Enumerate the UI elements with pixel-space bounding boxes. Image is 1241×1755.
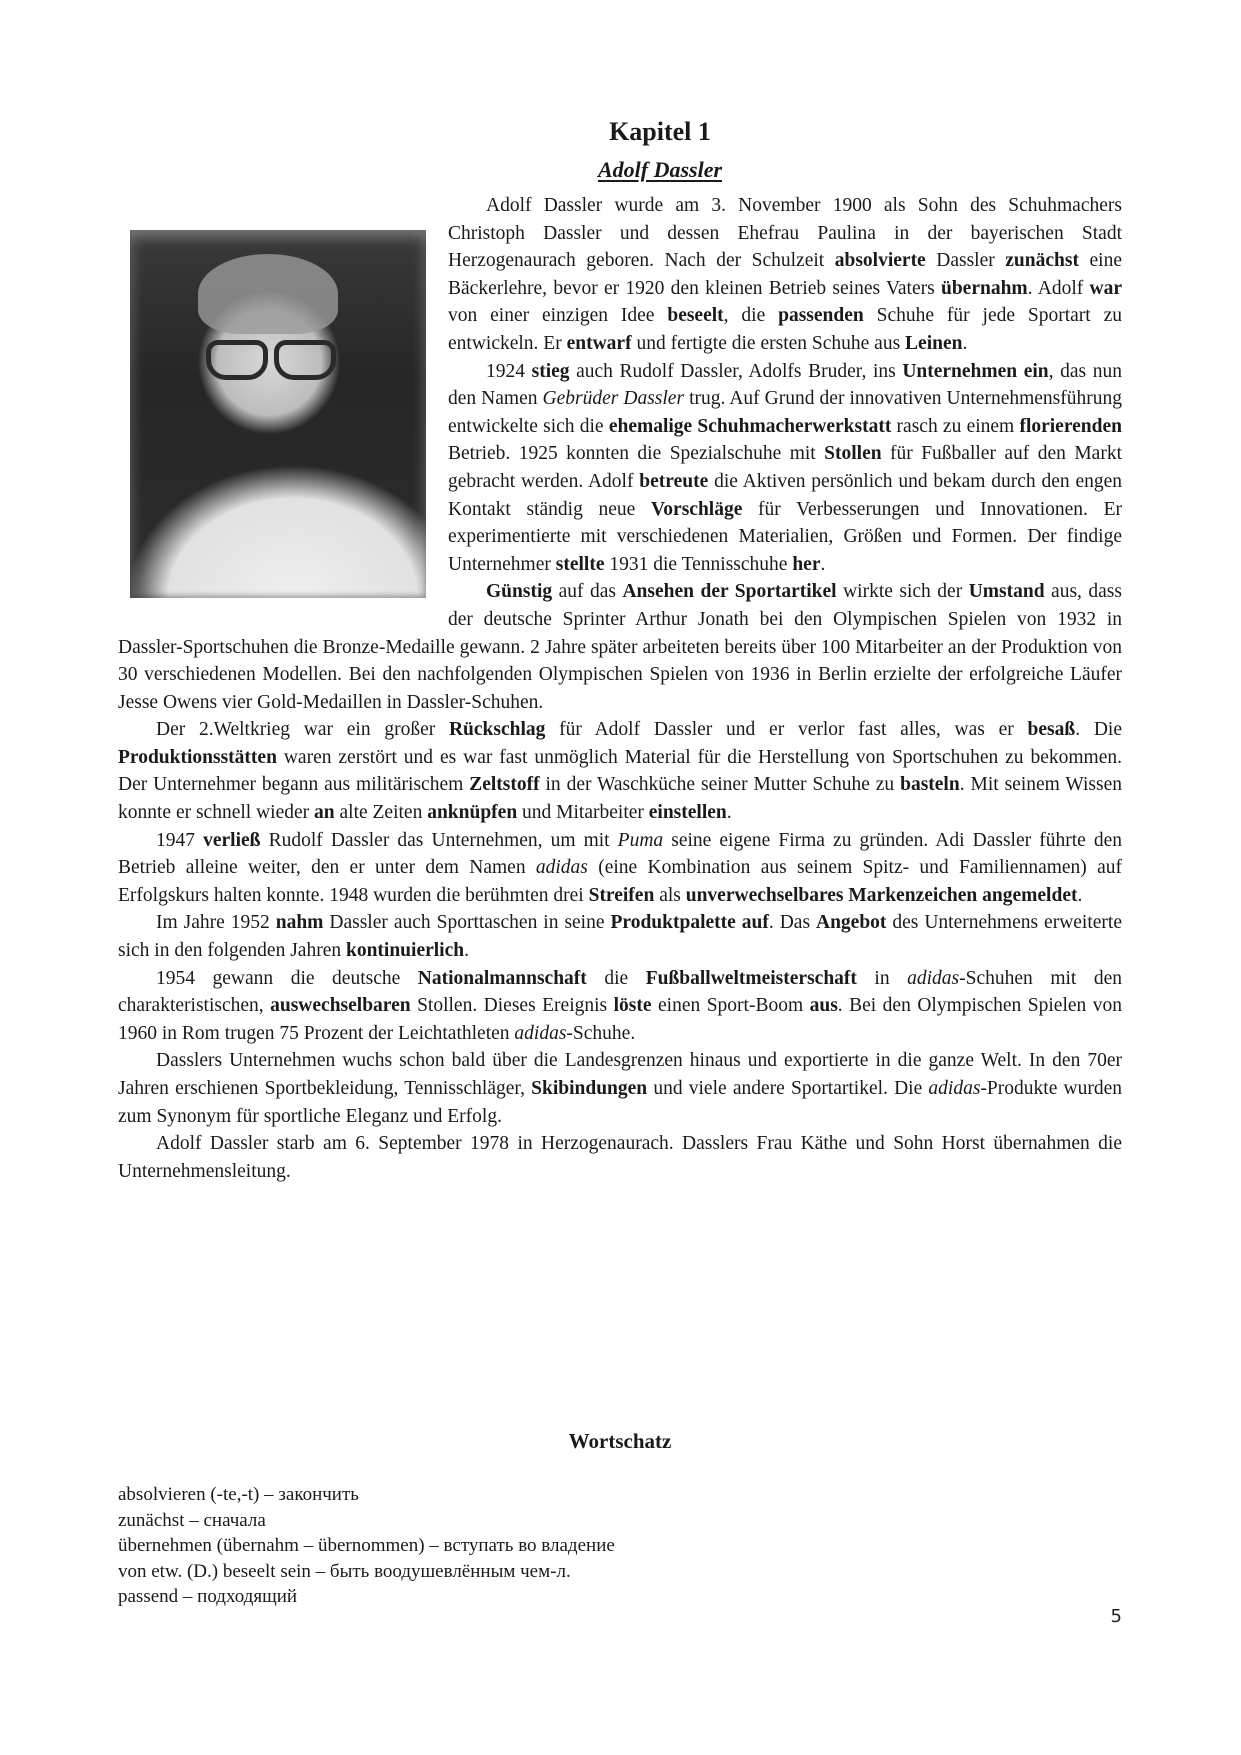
bold-term: her [792,553,821,575]
text-run: Rudolf Dassler das Unternehmen, um mit [260,829,618,851]
page-number: 5 [1110,1606,1122,1627]
bold-term: Produktionsstätten [118,746,277,768]
italic-term: adidas [907,967,960,989]
article-body [118,192,1122,1185]
paragraph [118,1130,1122,1185]
text-run: Betrieb. 1925 konnten die Spezialschuhe mit [448,443,825,465]
text-run: Dassler [925,250,1006,272]
bold-term: kontinuierlich [345,940,465,962]
bold-term: besaß [1027,719,1076,741]
bold-term: Rückschlag [448,719,546,741]
bold-term: Ansehen der Sportartikel [622,581,837,603]
bold-term: basteln [900,774,960,796]
bold-term: Stollen [824,443,882,465]
text-run: . Das [768,912,816,934]
bold-term: war [1089,277,1122,299]
text-run: die Aktiven persönlich und bekam durch den engen Kontakt ständig neue [448,470,1123,520]
bold-term: betreute [639,470,709,492]
text-run: als [654,884,686,906]
vocabulary-list [118,1482,615,1610]
text-run: . [962,332,968,354]
photo-float-spacer [118,192,448,606]
text-run: von einer einzigen Idee [448,305,668,327]
bold-term: Leinen [905,332,963,354]
text-run: . Adolf [1027,277,1090,299]
bold-term: Produktpalette auf [610,912,769,934]
text-run: für Verbesserungen und Innovationen. Er experimentierte mit verschiedenen Materialien, Größen und Formen. Der findige Unternehmer [448,498,1122,575]
paragraph [118,1047,1122,1130]
text-run: Der 2.Weltkrieg war ein großer [156,719,449,741]
bold-term: Umstand [968,581,1045,603]
bold-term: Skibindungen [531,1078,648,1099]
text-run: auch Rudolf Dassler, Adolfs Bruder, ins [569,360,903,382]
bold-term: Fußballweltmeisterschaft [645,967,857,989]
text-run: Adolf Dassler starb am 6. September 1978 in Herzogenaurach. Dasslers Frau Käthe und Sohn Horst übernahmen die Unternehmensleitung. [118,1133,1122,1182]
vocabulary-entry: absolvieren (-te,-t) – закончить [118,1484,359,1505]
text-run: 1947 [156,829,204,851]
bold-term: Angebot [816,912,887,934]
paragraph [118,965,1122,1048]
chapter-subtitle [118,157,1122,183]
bold-term: florierenden [1019,415,1122,437]
text-run: -Produkte wurden zum Synonym für sportliche Eleganz und Erfolg. [118,1078,1122,1127]
bold-term: nahm [275,912,324,934]
text-run: 1924 [486,360,532,382]
text-run: die [586,967,646,989]
bold-term: Streifen [588,884,655,906]
text-run: seine eigene Firma zu gründen. Adi Dassler führte den Betrieb alleine weiter, den er unter dem Namen [118,829,1123,879]
text-run: Dassler auch Sporttaschen in seine [323,912,611,934]
bold-term: entwarf [566,332,632,354]
bold-term: Unternehmen ein [902,360,1049,382]
bold-term: einstellen [648,802,727,824]
text-run: auf das [552,581,623,603]
chapter-subtitle-text: Adolf Dassler [597,157,723,182]
text-run: rasch zu einem [891,415,1020,437]
italic-term: adidas [928,1078,981,1099]
text-run: alte Zeiten [334,802,428,824]
text-run: Stollen. Dieses Ereignis [410,995,614,1017]
bold-term: unverwechselbares Markenzeichen angemeldet [685,884,1078,906]
text-run: und Mitarbeiter [517,802,649,824]
text-run: aus, dass der deutsche Sprinter Arthur Jonath bei den Olympischen Spielen von 1932 in Dassler-Sportschuhen die Bronze-Medaille gewann. 2 Jahre später arbeiteten bereits über 100 Mitarbeiter an der Produktion von 30 verschiedenen Modellen. Bei den nachfolgenden Olympischen Spielen von 1936 in Berlin erzielte der erfolgreiche Läufer Jesse Owens vier Gold-Medaillen in Dassler-Schuhen. [118,581,1122,713]
text-run: trug. Auf Grund der innovativen Unternehmensführung entwickelte sich die [448,388,1123,437]
wortschatz-heading: Wortschatz [568,1429,672,1453]
text-run: . [1077,884,1083,906]
bold-term: Vorschläge [651,498,743,520]
chapter-title: Kapitel 1 [609,117,711,146]
vocabulary-entry: übernehmen (übernahm – übernommen) – вступать во владение [118,1535,615,1557]
italic-term: adidas [514,1022,567,1044]
italic-term: adidas [535,857,588,879]
text-run: Schuhe für jede Sportart zu entwickeln. Er [448,305,1122,354]
bold-term: absolvierte [834,250,926,272]
vocabulary-entry: zunächst – сначала [118,1509,266,1531]
text-run: in [856,967,908,989]
text-run: 1931 die Tennisschuhe [604,553,793,575]
text-run: für Fußballer auf den Markt gebracht werden. Adolf [448,443,1122,492]
bold-term: stieg [531,360,570,382]
text-run: -Schuhe. [566,1022,636,1044]
italic-term: Gebrüder Dassler [542,388,685,410]
bold-term: an [314,802,335,824]
bold-term: auswechselbaren [270,995,411,1017]
text-run: für Adolf Dassler und er verlor fast alles, was er [545,719,1028,741]
text-run: . Bei den Olympischen Spielen von 1960 in Rom trugen 75 Prozent der Leichtathleten [118,995,1122,1044]
paragraph [118,827,1122,910]
bold-term: beseelt [667,305,724,327]
text-run: . Die [1075,719,1123,741]
text-run: waren zerstört und es war fast unmöglich Material für die Herstellung von Sportschuhen zu bekommen. Der Unternehmer begann aus militärischem [118,746,1122,796]
paragraph [118,909,1122,964]
bold-term: passenden [778,305,864,327]
bold-term: übernahm [940,277,1028,299]
text-run: Adolf Dassler wurde am 3. November 1900 als Sohn des Schuhmachers Christoph Dassler und dessen Ehefrau Paulina in der bayerischen Stadt Herzogenaurach geboren. Nach der Schulzeit [448,195,1122,272]
vocabulary-entry: von etw. (D.) beseelt sein – быть воодушевлённым чем-л. [118,1560,571,1582]
bold-term: stellte [555,553,605,575]
text-run: Im Jahre 1952 [156,912,276,934]
text-run: einen Sport-Boom [651,995,810,1017]
bold-term: zunächst [1005,250,1079,272]
text-run: Dasslers Unternehmen wuchs schon bald über die Landesgrenzen hinaus und exportierte in die ganze Welt. In den 70er Jahren erschienen Sportbekleidung, Tennisschläger, [118,1050,1122,1099]
text-run: , das nun den Namen [448,360,1122,410]
text-run: . [820,553,826,575]
bold-term: löste [613,995,652,1017]
text-run: in der Waschküche seiner Mutter Schuhe zu [539,774,901,796]
text-run: . [726,802,732,824]
bold-term: Günstig [486,581,553,603]
bold-term: Nationalmannschaft [417,967,587,989]
text-run: und viele andere Sportartikel. Die [647,1078,929,1099]
text-run: (eine Kombination aus seinem Spitz- und Familiennamen) auf Erfolgskurs halten konnte. 1948 wurden die berühmten drei [118,857,1122,906]
vocabulary-entry: passend – подходящий [118,1586,298,1608]
text-run: . [464,940,469,962]
text-run: eine Bäckerlehre, bevor er 1920 den kleinen Betrieb seines Vaters [448,250,1122,299]
italic-term: Puma [617,829,664,851]
text-run: -Schuhen mit den charakteristischen, [118,967,1122,1017]
text-run: . Mit seinem Wissen konnte er schnell wieder [118,774,1122,824]
text-run: wirkte sich der [836,581,969,603]
bold-term: verließ [203,829,261,851]
paragraph [118,716,1122,826]
bold-term: Zeltstoff [469,774,540,796]
text-run: und fertigte die ersten Schuhe aus [631,332,906,354]
text-run: , die [723,305,779,327]
bold-term: aus [809,995,838,1017]
bold-term: ehemalige Schuhmacherwerkstatt [608,415,892,437]
text-run: des Unternehmens erweiterte sich in den folgenden Jahren [118,912,1122,962]
text-run: 1954 gewann die deutsche [156,967,418,989]
bold-term: anknüpfen [427,802,518,824]
